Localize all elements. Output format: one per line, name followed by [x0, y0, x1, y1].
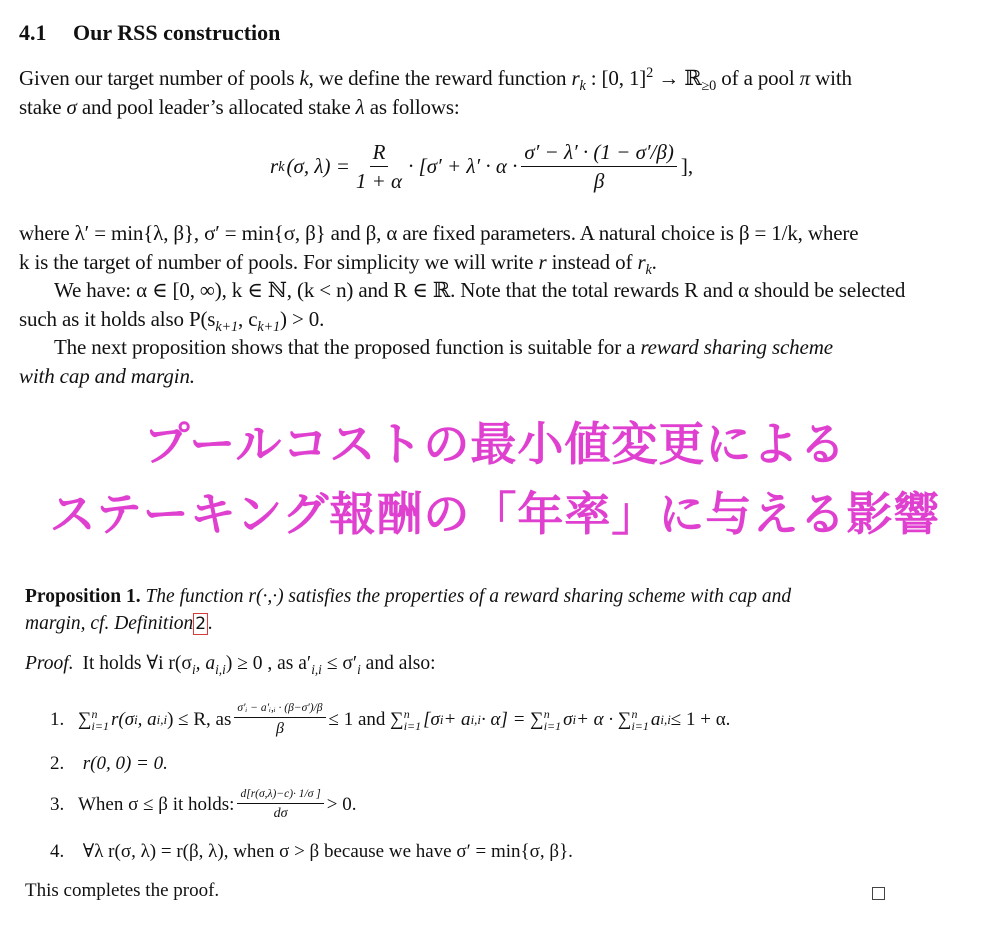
qed-square-icon: [872, 887, 885, 900]
fraction-sigma-lambda-over-beta: $\frac{\sigma' - \lambda' \cdot (1 - \sigma'/\beta)}{\beta}$: [521, 140, 676, 193]
section-title: Our RSS construction: [73, 20, 281, 45]
have-paragraph: We have: α ∈ [0, ∞), k ∈ ℕ, (k < n) and R ∈ ℝ. Note that the total rewards R and α should be selected such as it holds also $P(s_{k+1}$, $c_{k+1}) > 0$.: [19, 278, 906, 335]
fraction-R-over-1-plus-alpha: $\frac{R}{1 + \alpha}$: [355, 140, 403, 194]
proof-intro: Proof. It holds ∀i $r(\sigma_i$, $a_{i,i}) \ge 0$ , as $a'_{i,i} \le \sigma'_i$ and also:: [25, 653, 436, 677]
intro-paragraph: [19, 64, 852, 121]
proof-item-3: 3. When σ ≤ β it holds: $\frac{d[r(\sigma,\lambda)-c)\cdot 1/\sigma ]}{d\sigma}$ > 0.: [50, 788, 357, 822]
definition-2-link[interactable]: 2: [195, 614, 207, 634]
next-paragraph: The next proposition shows that the proposed function is suitable for a reward sharing scheme with cap and margin.: [19, 335, 833, 388]
overlay-title-line-1: プールコストの最小値変更による: [143, 417, 847, 471]
proof-item-2: 2. r(0, 0) = 0.: [50, 753, 168, 774]
proof-item-4: 4. ∀λ r(σ, λ) = r(β, λ), when σ > β because we have σ′ = min{σ, β}.: [50, 841, 573, 862]
proof-item-1: 1. ∑ n i=1 r(σ i , a i,i ) ≤ R, as $\frac{\text{σ′ᵢ − a′ᵢ,ᵢ · (β−σ′)/β}}{\beta}$ ≤ 1 and ∑ n i=1 [σ i + a i,i · α] = ∑ n i=1 σ i + α · ∑ n i=1 a i,i ≤ 1 + α.: [50, 702, 731, 738]
overlay-title: [0, 413, 990, 545]
fraction-item-3: $\frac{d[r(\sigma,\lambda)-c)\cdot 1/\sigma ]}{d\sigma}$: [237, 788, 323, 822]
section-heading: [19, 20, 280, 46]
proposition-label: Proposition 1.: [25, 586, 141, 607]
proof-closing: This completes the proof.: [25, 880, 220, 901]
reward-function-equation: r k (σ, λ) = $\frac{R}{1 + \alpha}$ · [σ′ + λ′ · α · $\frac{\sigma' - \lambda' \cdot (1 - \sigma'/\beta)}{\beta}$ ],: [270, 140, 694, 194]
fraction-item-1: $\frac{\text{σ′ᵢ − a′ᵢ,ᵢ · (β−σ′)/β}}{\beta}$: [234, 702, 325, 739]
proof-label: Proof.: [25, 653, 74, 674]
intro-line-2: stake σ and pool leader’s allocated stake λ as follows:: [19, 94, 460, 119]
overlay-title-line-2: ステーキング報酬の「年率」に与える影響: [49, 487, 941, 541]
where-paragraph: where λ′ = min{λ, β}, σ′ = min{σ, β} and β, α are fixed parameters. A natural choice is β = 1/k, where k is the target of number of pools. For simplicity we will write r instead of $r_k$.: [19, 221, 859, 278]
intro-line-1: Given our target number of pools k, we define the reward function $r_k$ : [0, 1]$^2$ → ℝ$_{\ge 0}$ of a pool π with: [19, 65, 852, 95]
proposition-1: Proposition 1. The function r(·,·) satisfies the properties of a reward sharing scheme with cap and margin, cf. Definition 2 .: [25, 586, 792, 634]
section-number: 4.1: [19, 20, 47, 45]
